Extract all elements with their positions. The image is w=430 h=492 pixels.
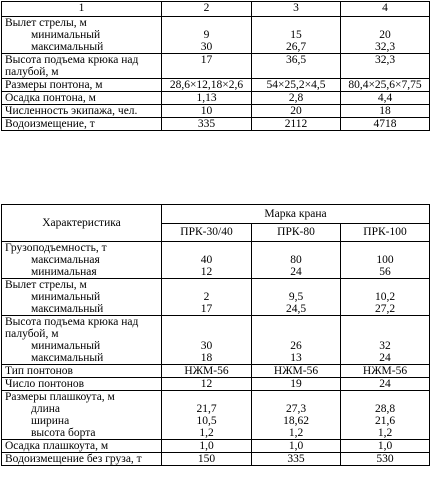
row-label: Размеры понтона, м <box>5 79 103 91</box>
value-cell <box>252 378 341 391</box>
cell-value: 10 <box>200 105 213 117</box>
row-label-cell <box>2 17 162 54</box>
value-cell <box>162 440 252 453</box>
cell-value: 24,5 <box>285 303 307 315</box>
cell-value: 17 <box>200 303 213 315</box>
cell-value: 1,2 <box>288 427 304 439</box>
table2-characteristic-header: Характеристика <box>2 205 162 242</box>
cell-value: 20 <box>379 29 391 41</box>
cell-value: 2,8 <box>288 92 304 104</box>
cell-value: 4,4 <box>377 92 393 104</box>
table1-header-cell: 2 <box>162 2 252 17</box>
cell-value: 18,62 <box>283 415 309 427</box>
table-row <box>2 105 430 118</box>
cell-value: 10,2 <box>374 291 396 303</box>
cell-value: 4718 <box>373 118 397 130</box>
row-label: Высота подъема крюка над палубой, м <box>5 316 139 340</box>
row-label-cell <box>2 316 162 365</box>
row-sublabel: максимальный <box>31 41 104 53</box>
cell-value: 12 <box>200 266 213 278</box>
cell-value: 1,0 <box>199 440 214 452</box>
row-label: Вылет стрелы, м <box>5 279 87 291</box>
table1-header-cell: 4 <box>341 2 430 17</box>
value-cell <box>162 79 252 92</box>
table-row <box>2 440 430 453</box>
cell-value: 335 <box>287 453 305 465</box>
table-row <box>2 316 430 365</box>
cell-value: 24 <box>290 266 302 278</box>
row-label-cell <box>2 440 162 453</box>
cell-value: 32 <box>379 340 391 352</box>
cell-value: 2112 <box>284 118 308 130</box>
cell-value: 40 <box>200 254 213 266</box>
table-row <box>2 391 430 440</box>
crane-name-cell: ПРК-100 <box>341 223 430 242</box>
value-cell <box>162 54 252 79</box>
row-sublabel: минимальный <box>31 291 101 303</box>
cell-value: 1,13 <box>196 92 217 104</box>
table-row <box>2 378 430 391</box>
value-cell <box>252 316 341 365</box>
row-label-cell <box>2 242 162 279</box>
table-row <box>2 17 430 54</box>
value-cell <box>162 316 252 365</box>
cell-value: 12 <box>200 378 213 390</box>
value-cell <box>252 105 341 118</box>
table1-body <box>2 17 430 131</box>
row-label-cell <box>2 391 162 440</box>
cell-value: 28,8 <box>374 403 396 415</box>
cell-value: 24 <box>379 352 391 364</box>
row-label: Вылет стрелы, м <box>5 17 87 29</box>
cell-value: 21,6 <box>374 415 396 427</box>
value-cell <box>341 365 430 378</box>
row-label: Водоизмещение, т <box>5 118 95 130</box>
row-label-cell <box>2 54 162 79</box>
row-label-cell <box>2 118 162 131</box>
value-cell <box>162 378 252 391</box>
cell-value: 19 <box>290 378 302 390</box>
row-label-cell <box>2 453 162 466</box>
value-cell <box>341 279 430 316</box>
cell-value: 27,2 <box>374 303 396 315</box>
value-cell <box>341 316 430 365</box>
value-cell <box>341 92 430 105</box>
row-label: Численность экипажа, чел. <box>5 105 138 117</box>
cell-value: 32,3 <box>374 41 396 53</box>
value-cell <box>341 378 430 391</box>
value-cell <box>162 118 252 131</box>
value-cell <box>252 365 341 378</box>
cell-value: 100 <box>376 254 394 266</box>
cell-value: 13 <box>290 352 302 364</box>
cell-value: 9,5 <box>288 291 304 303</box>
table-row <box>2 242 430 279</box>
cell-value: 21,7 <box>196 403 217 415</box>
table2-group-header: Марка крана <box>162 205 430 224</box>
cell-value: 80 <box>290 254 302 266</box>
row-sublabel: высота борта <box>31 427 96 439</box>
row-label-cell <box>2 279 162 316</box>
value-cell <box>341 391 430 440</box>
crane-name-cell: ПРК-30/40 <box>162 223 252 242</box>
table2-header-row <box>2 205 430 224</box>
cell-value: 26 <box>290 340 302 352</box>
row-label: Тип понтонов <box>5 365 73 377</box>
cell-value: 54×25,2×4,5 <box>266 79 326 91</box>
table-row <box>2 79 430 92</box>
cell-value: НЖМ-56 <box>273 365 319 377</box>
cell-value: 27,3 <box>285 403 307 415</box>
value-cell <box>252 79 341 92</box>
cell-value: 24 <box>379 378 391 390</box>
value-cell <box>252 17 341 54</box>
cell-value: 15 <box>290 29 302 41</box>
table1-header-cell: 1 <box>2 2 162 17</box>
row-sublabel: длина <box>31 403 61 415</box>
table-row <box>2 118 430 131</box>
value-cell <box>252 92 341 105</box>
table-row <box>2 365 430 378</box>
value-cell <box>252 279 341 316</box>
cell-value: 1,0 <box>377 440 393 452</box>
row-label: Осадка плашкоута, м <box>5 440 109 452</box>
value-cell <box>162 453 252 466</box>
cell-value: 1,2 <box>377 427 393 439</box>
row-sublabel: максимальный <box>31 352 104 364</box>
value-cell <box>252 391 341 440</box>
table-row <box>2 54 430 79</box>
value-cell <box>341 242 430 279</box>
cell-value: 9 <box>203 29 210 41</box>
value-cell <box>341 54 430 79</box>
row-label: Размеры плашкоута, м <box>5 391 115 403</box>
cell-value: НЖМ-56 <box>184 365 229 377</box>
cell-value: 335 <box>197 118 216 130</box>
value-cell <box>162 105 252 118</box>
cell-value: 17 <box>200 54 213 66</box>
cell-value: 10,5 <box>196 415 217 427</box>
value-cell <box>252 118 341 131</box>
row-sublabel: минимальный <box>31 340 101 352</box>
value-cell <box>252 54 341 79</box>
row-label-cell <box>2 92 162 105</box>
value-cell <box>341 17 430 54</box>
value-cell <box>252 242 341 279</box>
cell-value: 530 <box>376 453 394 465</box>
value-cell <box>341 440 430 453</box>
cell-value: 56 <box>379 266 391 278</box>
table2-body <box>2 242 430 466</box>
value-cell <box>341 79 430 92</box>
row-sublabel: максимальный <box>31 303 104 315</box>
cell-value: 18 <box>200 352 213 364</box>
row-sublabel: максимальная <box>31 254 100 266</box>
row-label: Водоизмещение без груза, т <box>5 453 142 465</box>
row-label: Грузоподъемность, т <box>5 242 107 254</box>
value-cell <box>162 92 252 105</box>
cell-value: 30 <box>200 41 213 53</box>
row-label-cell <box>2 79 162 92</box>
value-cell <box>162 17 252 54</box>
value-cell <box>252 453 341 466</box>
row-sublabel: минимальная <box>31 266 97 278</box>
value-cell <box>252 440 341 453</box>
cell-value: 28,6×12,18×2,6 <box>169 79 244 91</box>
value-cell <box>162 242 252 279</box>
cell-value: 20 <box>290 105 302 117</box>
row-label: Высота подъема крюка над палубой, м <box>5 54 139 78</box>
crane-name-cell: ПРК-80 <box>252 223 341 242</box>
table-row <box>2 279 430 316</box>
cell-value: 36,5 <box>285 54 307 66</box>
cell-value: 80,4×25,6×7,75 <box>348 79 422 91</box>
table-row <box>2 453 430 466</box>
table1-header-cell: 3 <box>252 2 341 17</box>
row-label: Число понтонов <box>5 378 85 390</box>
cell-value: 32,3 <box>374 54 396 66</box>
cell-value: 30 <box>200 340 213 352</box>
cell-value: 26,7 <box>285 41 307 53</box>
value-cell <box>162 279 252 316</box>
table1-header-row <box>2 2 430 17</box>
row-label-cell <box>2 105 162 118</box>
cell-value: 18 <box>379 105 391 117</box>
value-cell <box>341 453 430 466</box>
cell-value: 2 <box>203 291 210 303</box>
row-sublabel: минимальный <box>31 29 101 41</box>
crane-specs-table-2 <box>1 204 430 466</box>
row-label-cell <box>2 365 162 378</box>
crane-specs-table-1 <box>1 1 430 131</box>
cell-value: 1,2 <box>199 427 214 439</box>
cell-value: 150 <box>197 453 216 465</box>
row-label: Осадка понтона, м <box>5 92 96 104</box>
value-cell <box>341 118 430 131</box>
table-row <box>2 92 430 105</box>
cell-value: 1,0 <box>288 440 304 452</box>
cell-value: НЖМ-56 <box>362 365 408 377</box>
row-sublabel: ширина <box>31 415 70 427</box>
value-cell <box>162 365 252 378</box>
row-label-cell <box>2 378 162 391</box>
value-cell <box>162 391 252 440</box>
value-cell <box>341 105 430 118</box>
